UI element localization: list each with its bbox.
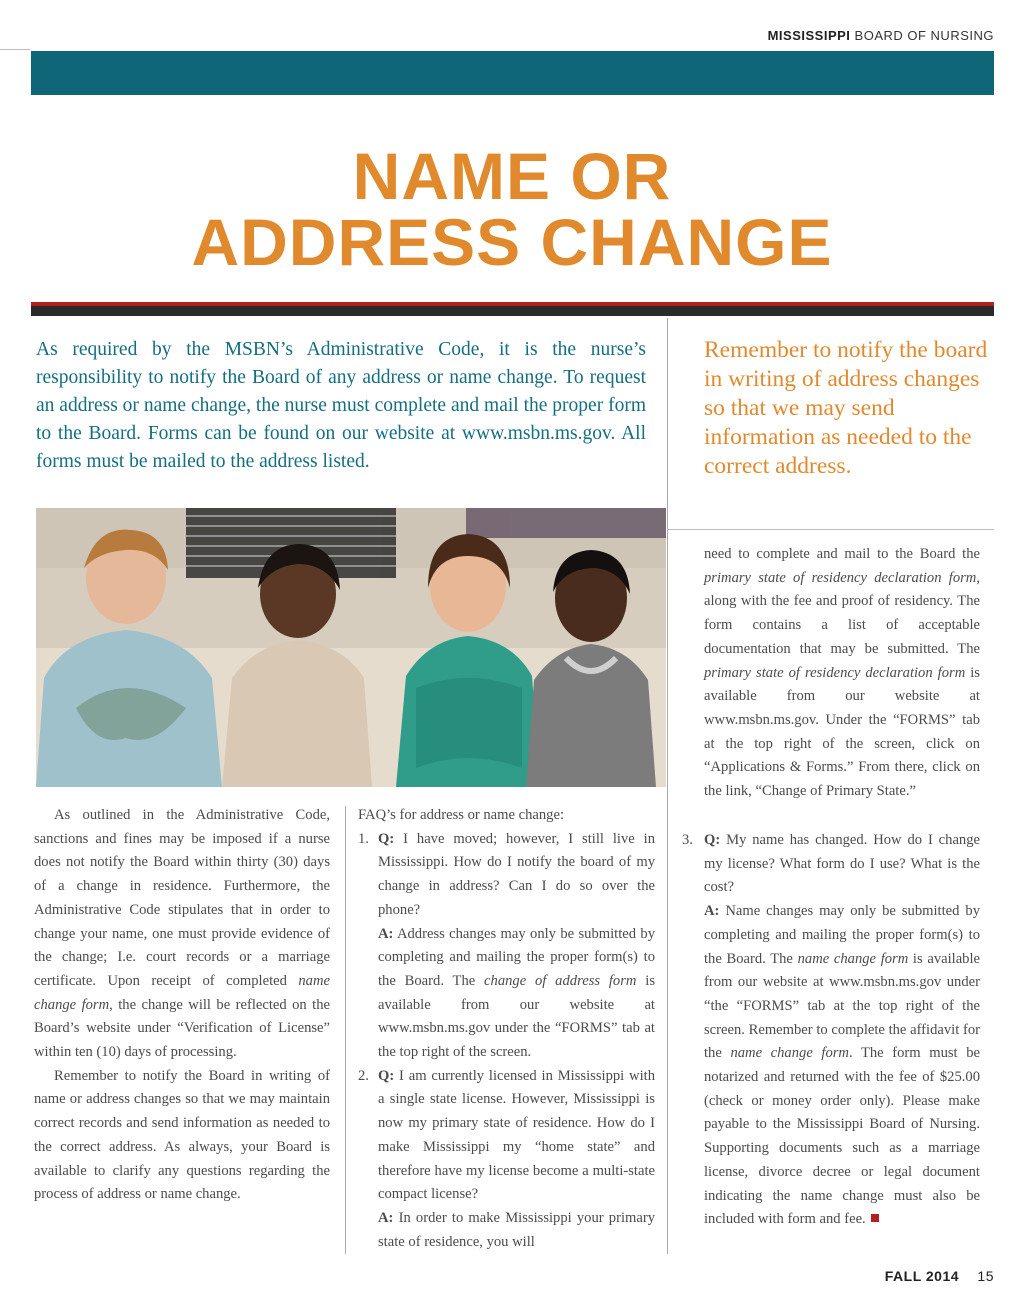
issue-season: FALL 2014 xyxy=(884,1268,960,1284)
faq-question xyxy=(378,828,655,923)
article-column-2 xyxy=(358,804,655,1254)
question-label: Q: xyxy=(378,830,395,847)
article-column-3-continuation xyxy=(704,543,980,804)
answer-label: A: xyxy=(378,1209,394,1226)
faq-item-3 xyxy=(682,829,980,1232)
form-name-emphasis: name change form xyxy=(34,972,330,1013)
text-span: . The form must be notarized and returned with the fee of $25.00 (check or money order only). Please make payable to the Mississippi Board of Nursing. Supporting documents such as a marriage license, divorce decree or legal document indicating the name change must also be included with form and fee. xyxy=(704,1045,980,1228)
answer-label: A: xyxy=(378,925,394,942)
faq-item-2 xyxy=(358,1065,655,1255)
pull-quote: Remember to notify the board in writing of address changes so that we may send information as needed to the correct address. xyxy=(704,337,988,479)
end-of-article-mark xyxy=(871,1214,879,1222)
question-text: My name has changed. How do I change my license? What form do I use? What is the cost? xyxy=(704,832,980,896)
column1-paragraph-1 xyxy=(34,804,330,1065)
faq-question xyxy=(378,1065,655,1207)
page-title xyxy=(0,139,1024,279)
column1-paragraph-2: Remember to notify the Board in writing of name or address changes so that we may maintain correct records and send information as needed to the correct address. As always, your Board is available to clarify any questions regarding the process of address or name change. xyxy=(34,1067,330,1203)
text-span: Address changes may only be submitted by completing and mailing the proper form(s) to the Board. The xyxy=(378,925,655,989)
publication-name-rest: BOARD OF NURSING xyxy=(854,28,994,43)
header-rule xyxy=(0,49,30,50)
faq-answer xyxy=(378,923,655,1065)
form-name-emphasis: name change form xyxy=(730,1045,849,1062)
faq-heading: FAQ’s for address or name change: xyxy=(358,807,565,823)
page-footer xyxy=(885,1268,994,1284)
intro-paragraph: As required by the MSBN’s Administrative Code, it is the nurse’s responsibility to notify the Board of any address or name change. To request an address or name change, the nurse must complete and mail the proper form to the Board. Forms can be found on our website at www.msbn.ms.gov. All forms must be mailed to the address listed. xyxy=(36,339,646,472)
publication-name-bold: MISSISSIPPI xyxy=(767,28,851,43)
form-name-emphasis: change of address form xyxy=(484,972,637,989)
teal-banner xyxy=(31,51,994,95)
question-text: I am currently licensed in Mississippi with a single state license. However, Mississippi is now my primary state of residence. How do I make Mississippi my “home state” and therefore have my license become a multi-state compact license? xyxy=(378,1067,655,1203)
article-column-3 xyxy=(682,829,980,1232)
pullquote-bottom-rule xyxy=(667,529,994,530)
publication-header xyxy=(768,28,994,43)
faq-number: 2. xyxy=(358,1067,369,1084)
faq-answer-continued xyxy=(704,543,980,804)
faq-body xyxy=(704,829,980,1232)
column-rule-1 xyxy=(345,806,346,1254)
text-span: Name changes may only be submitted by completing and mailing the proper form(s) to the Board. The xyxy=(704,903,980,967)
faq-answer xyxy=(704,900,980,1232)
column-rule-2 xyxy=(667,530,668,1254)
article-column-1 xyxy=(34,804,330,1207)
faq-question xyxy=(704,829,980,900)
faq-body xyxy=(378,1065,655,1255)
question-text: I have moved; however, I still live in Mississippi. How do I notify the board of my change in address? Can I do so over the phone? xyxy=(378,830,655,918)
faq-number: 1. xyxy=(358,830,369,847)
page-number: 15 xyxy=(977,1268,994,1284)
form-name-emphasis: primary state of residency declaration form xyxy=(704,569,977,586)
faq-body xyxy=(378,828,655,1065)
text-span: is available from our website at www.msbn.ms.gov under the “FORMS” tab at the top right of the screen. xyxy=(378,972,656,1061)
staff-photo xyxy=(36,508,666,787)
form-name-emphasis: name change form xyxy=(797,950,909,967)
text-span: , along with the fee and proof of residency. The form contains a list of acceptable documentation that may be submitted. The xyxy=(704,569,980,657)
title-line-2: ADDRESS CHANGE xyxy=(191,205,833,279)
title-divider-bar xyxy=(31,302,994,316)
faq-number: 3. xyxy=(682,832,693,848)
question-label: Q: xyxy=(704,832,721,848)
answer-label: A: xyxy=(704,903,720,920)
text-span: , the change will be reflected on the Board’s website under “Verification of License” within ten (10) days of processing. xyxy=(34,996,330,1061)
text-span: need to complete and mail to the Board the xyxy=(704,546,980,562)
text-span: is available from our website at www.msbn.ms.gov under “the “FORMS” tab at the top right of the screen. Remember to complete the affidavit for the xyxy=(704,950,981,1062)
text-span: As outlined in the Administrative Code, sanctions and fines may be imposed if a nurse does not notify the Board within thirty (30) days of a change in residence. Furthermore, the Administrative Code stipulates that in order to change your name, one must provide evidence of the change; I.e. court records or a marriage certificate. Upon receipt of completed xyxy=(34,807,330,989)
text-span: is available from our website at www.msbn.ms.gov. Under the “FORMS” tab at the top right of the screen, click on “Applications & Forms.” From there, click on the link, “Change of Primary State.” xyxy=(704,664,980,800)
text-span: In order to make Mississippi your primary state of residence, you will xyxy=(378,1209,656,1250)
faq-answer xyxy=(378,1207,655,1254)
faq-item-1 xyxy=(358,828,655,1065)
question-label: Q: xyxy=(378,1067,395,1084)
intro-column-rule xyxy=(667,318,668,530)
title-line-1: NAME OR xyxy=(352,139,672,213)
form-name-emphasis: primary state of residency declaration form xyxy=(704,664,966,681)
